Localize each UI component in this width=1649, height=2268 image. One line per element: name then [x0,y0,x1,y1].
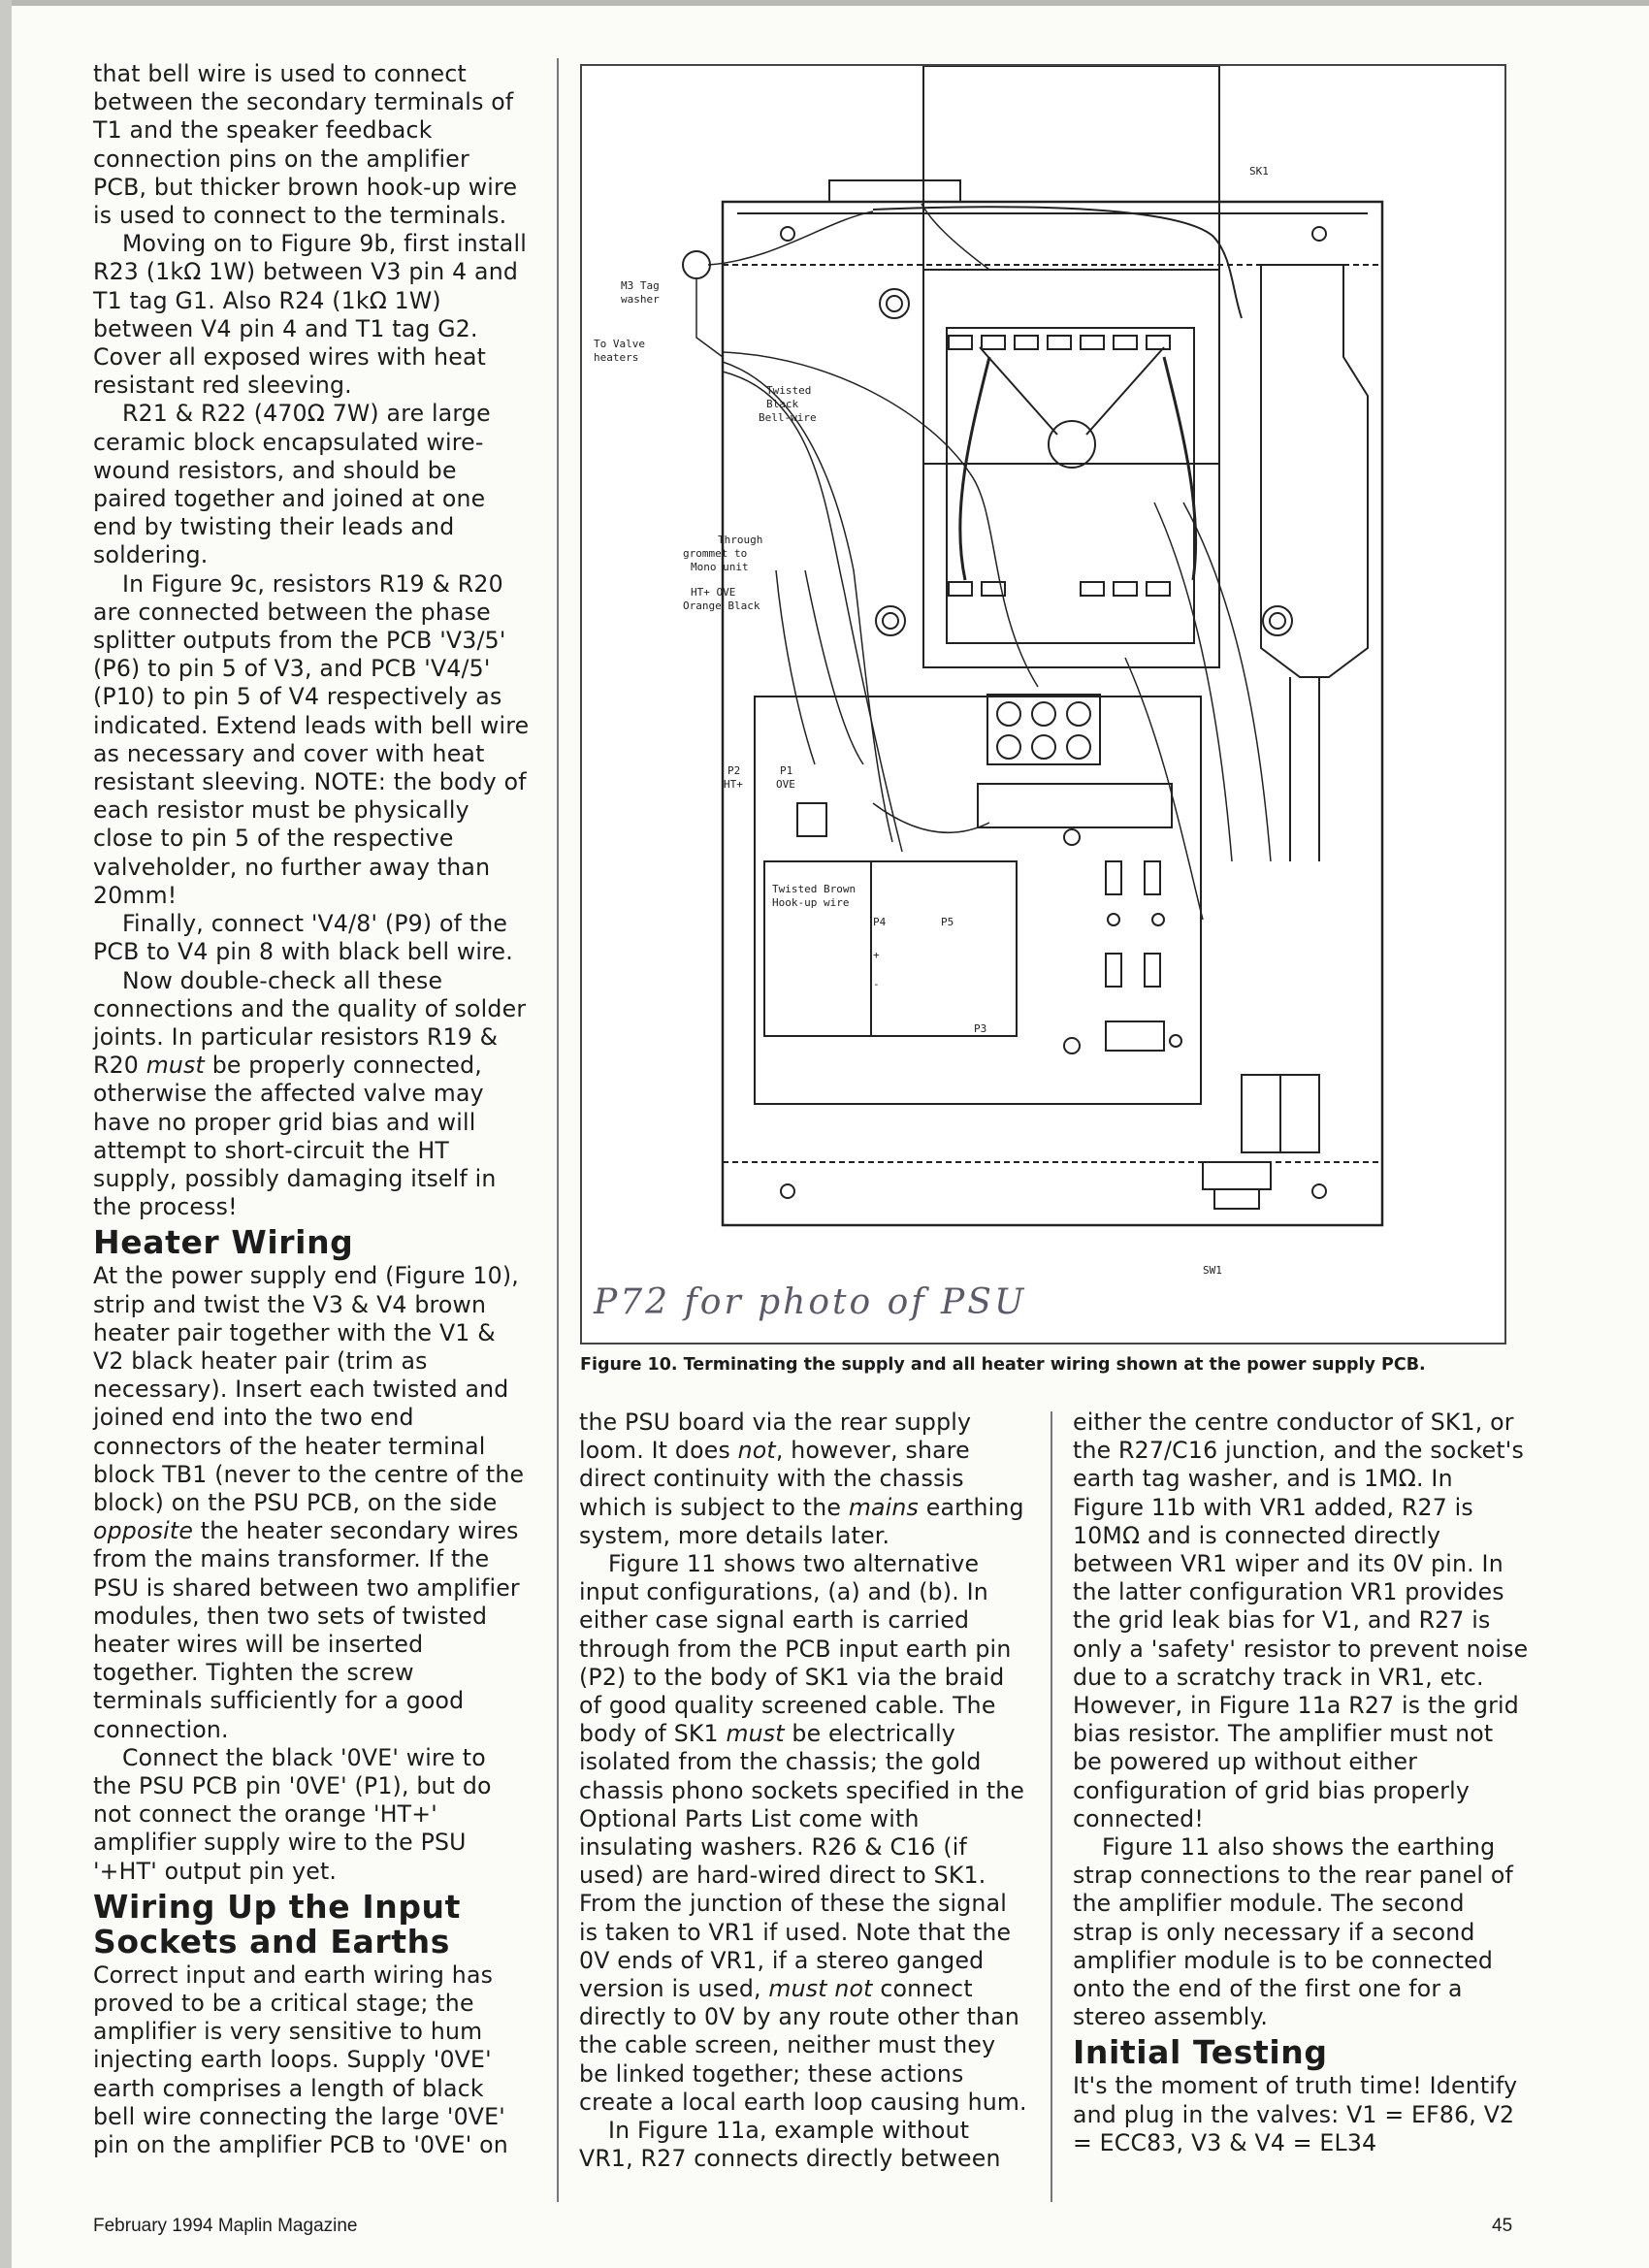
text-run: Figure 11 shows two alternative input configurations, (a) and (b). In either case signal earth is carried through from the PCB input earth pin (P2) to the body of SK1 via the braid of good quality screened cable. The body of SK1 [579,1550,1012,1748]
paragraph [579,1550,1029,2117]
text-run: Now double-check all these connections and the quality of solder joints. In particular resistors R19 & R20 [93,966,527,1080]
text-run: the PSU board via the rear supply loom. It does [579,1409,972,1465]
label-p4: P4 [873,916,887,928]
label-plus: + [873,949,880,961]
label-orange-black: Orange Black [683,599,760,612]
paragraph: Correct input and earth wiring has proved to be a critical stage; the amplifier is very sensitive to hum injecting earth loops. Supply '0VE' earth comprises a length of black bell wire connecting the large '0VE' pin on the amplifier PCB to '0VE' on [93,1960,508,2159]
label-p1: P1 [780,764,793,777]
label-p3: P3 [974,1022,987,1035]
emphasis: mains [848,1493,920,1521]
label-minus: - [873,978,880,990]
paragraph: Moving on to Figure 9b, first install R23 (1kΩ 1W) between V3 pin 4 and T1 tag G1. Also R24 (1kΩ 1W) between V4 pin 4 and T1 tag G2. Cover all exposed wires with heat resistant red sleeving. [93,230,527,400]
column-3 [1073,1409,1529,2157]
paragraph: that bell wire is used to connect between the secondary terminals of T1 and the speaker feedback connection pins on the amplifier PCB, but thicker brown hook-up wire is used to connect to the terminals. [93,60,518,230]
paragraph [93,1262,530,1743]
footer-publication: February 1994 Maplin Magazine [93,2216,358,2236]
column-2 [579,1409,1029,2173]
emphasis: opposite [93,1517,194,1545]
label-p1-ove: OVE [776,778,795,791]
paragraph: Finally, connect 'V4/8' (P9) of the PCB to V4 pin 8 with black bell wire. [93,910,513,966]
label-to-valve: To Valve [594,338,645,350]
column-divider [1051,1411,1052,2202]
label-p5: P5 [941,916,954,928]
scan-top-edge [0,0,1649,6]
section-heading-heater-wiring: Heater Wiring [93,1223,354,1262]
figure-10-frame [580,64,1506,1345]
label-sw1: SW1 [1203,1264,1222,1277]
label-twisted-black: Bell-wire [759,411,817,424]
emphasis: must not [768,1975,873,2003]
paragraph [93,967,530,1222]
handwritten-note: P72 for photo of PSU [594,1282,1027,1322]
text-run: earthing system, more details later. [579,1493,1024,1549]
column-1 [93,60,530,2159]
paragraph: It's the moment of truth time! Identify and plug in the valves: V1 = EF86, V2 = ECC83, V3 & V4 = EL34 [1073,2072,1518,2156]
text-run: At the power supply end (Figure 10), strip and twist the V3 & V4 brown heater pair together with the V1 & V2 black heater pair (trim as necessary). Insert each twisted and joined end into the two end connectors of the heater terminal block TB1 (never to the centre of the block) on the PSU PCB, on the side [93,1262,525,1516]
emphasis: must [726,1720,785,1748]
paragraph [579,1409,1029,1550]
text-run: connect directly to 0V by any route other than the cable screen, neither must they be linked together; these actions create a local earth loop causing hum. [579,1975,1027,2116]
label-washer: washer [621,293,660,306]
label-through: Mono unit [691,561,749,573]
emphasis: must [146,1052,205,1080]
label-p2: P2 [728,764,741,777]
label-twisted-black: Black [766,398,799,410]
text-run: the heater secondary wires from the mains transformer. If the PSU is shared between two amplifier modules, then two sets of twisted heater wires will be inserted together. Tighten the screw terminals sufficiently for a good connection. [93,1517,520,1743]
section-heading-input-sockets: Wiring Up the Input Sockets and Earths [93,1887,462,1960]
label-heaters: heaters [594,351,639,364]
figure-caption: Figure 10. Terminating the supply and all heater wiring shown at the power supply PCB. [580,1355,1426,1375]
paragraph: In Figure 11a, example without VR1, R27 connects directly between [579,2117,1001,2173]
section-heading-initial-testing: Initial Testing [1073,2033,1328,2072]
label-sk1: SK1 [1249,165,1269,178]
page-number: 45 [1492,2216,1513,2236]
label-ht-ove: HT+ OVE [691,586,736,599]
paragraph: Connect the black '0VE' wire to the PSU PCB pin '0VE' (P1), but do not connect the orange 'HT+' amplifier supply wire to the PSU '+HT' output pin yet. [93,1743,492,1885]
column-divider [557,58,559,2202]
label-twisted-brown: Twisted Brown [772,883,857,895]
label-twisted-black: Twisted [766,384,812,397]
text-run: be properly connected, otherwise the affected valve may have no proper grid bias and will attempt to short-circuit the HT supply, possibly damaging itself in the process! [93,1052,497,1221]
emphasis: not [737,1437,776,1465]
text-run: , however, share direct continuity with the chassis which is subject to the [579,1437,970,1521]
label-through: grommet to [683,547,748,560]
scan-left-edge [0,0,12,2268]
text-run: be electrically isolated from the chassis; the gold chassis phono sockets specified in the Optional Parts List come with insulating washers. R26 & C16 (if used) are hard-wired direct to SK1. From the junction of these the signal is taken to VR1 if used. Note that the 0V ends of VR1, if a stereo ganged version is used, [579,1720,1025,2003]
paragraph: either the centre conductor of SK1, or the R27/C16 junction, and the socket's earth tag washer, and is 1MΩ. In Figure 11b with VR1 added, R27 is 10MΩ and is connected directly between VR1 wiper and its 0V pin. In the latter configuration VR1 provides the grid leak bias for V1, and R27 is only a 'safety' resistor to prevent noise due to a scratchy track in VR1, etc. However, in Figure 11a R27 is the grid bias resistor. The amplifier must not be powered up without either configuration of grid bias properly connected! [1073,1409,1529,1832]
paragraph: In Figure 9c, resistors R19 & R20 are connected between the phase splitter outputs from the PCB 'V3/5' (P6) to pin 5 of V3, and PCB 'V4/5' (P10) to pin 5 of V4 respectively as indicated. Extend leads with bell wire as necessary and cover with heat resistant sleeving. NOTE: the body of each resistor must be physically close to pin 5 of the respective valveholder, no further away than 20mm! [93,569,530,909]
psu-wiring-diagram [582,66,1508,1346]
paragraph: R21 & R22 (470Ω 7W) are large ceramic block encapsulated wire-wound resistors, and should be paired together and joined at one end by twisting their leads and soldering. [93,400,491,569]
paragraph: Figure 11 also shows the earthing strap connections to the rear panel of the amplifier module. The second strap is only necessary if a second amplifier module is to be connected onto the end of the first one for a stereo assembly. [1073,1833,1514,2031]
label-through: Through [718,534,763,546]
sk1-connector [829,180,960,202]
label-twisted-brown: Hook-up wire [772,896,850,909]
label-p2-ht: HT+ [724,778,743,791]
label-m3-tag: M3 Tag [621,279,660,292]
chassis-outline [723,202,1382,1225]
